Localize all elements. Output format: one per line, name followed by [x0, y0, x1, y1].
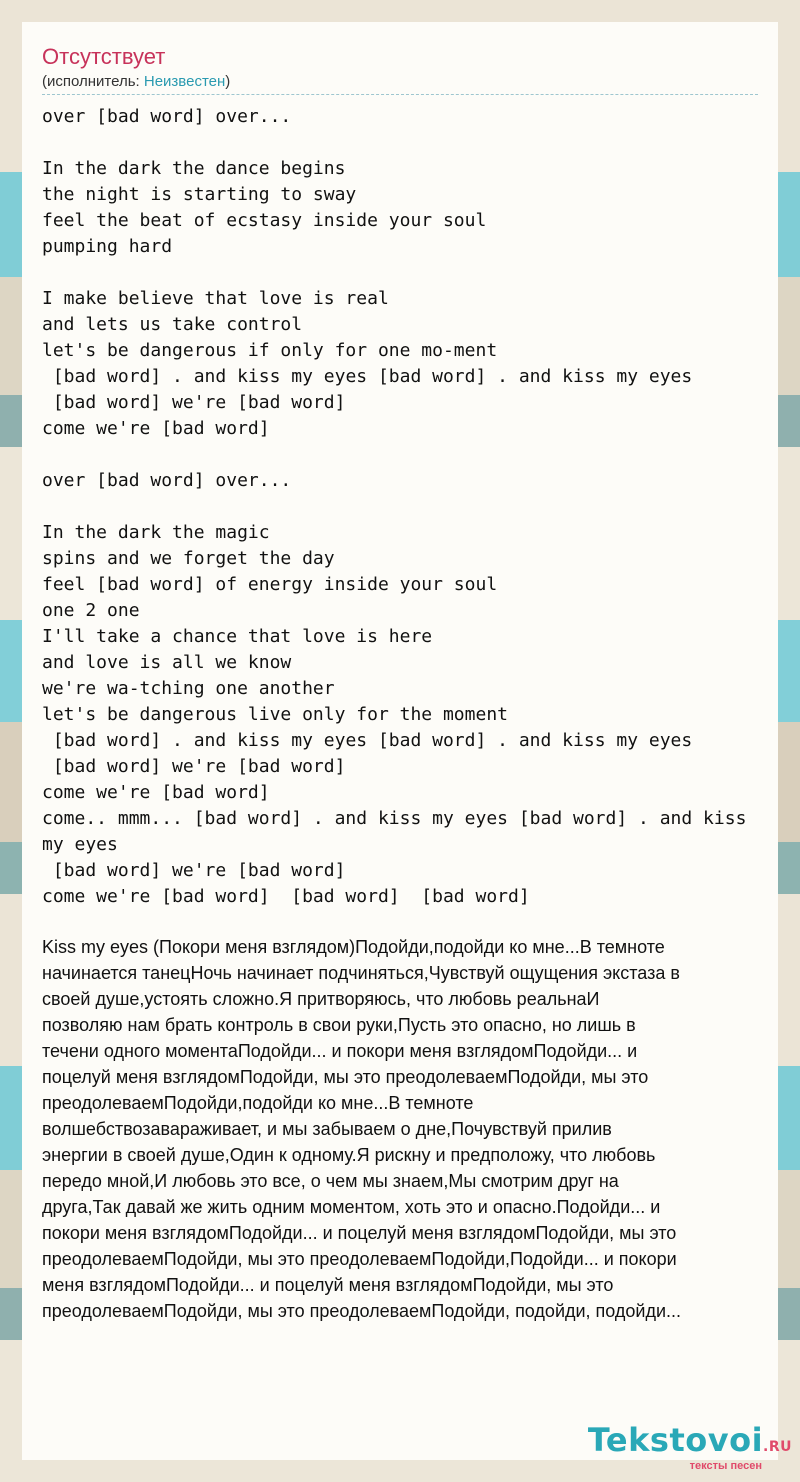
logo-wordmark [588, 1423, 792, 1464]
logo-tld: .RU [763, 1439, 792, 1455]
lyrics-text: over [bad word] over... In the dark the dance begins the night is starting to sway feel the beat of ecstasy inside your soul pumping hard I make believe that love is real and lets us take control let's be dangerous if only for one mo-ment [bad word] . and kiss my eyes [bad word] . and kiss my eyes [bad word] we're [bad word] come we're [bad word] over [bad word] over... In the dark the magic spins and we forget the day feel [bad word] of energy inside your soul one 2 one I'll take a chance that love is here and love is all we know we're wa-tching one another let's be dangerous live only for the moment [bad word] . and kiss my eyes [bad word] . and kiss my eyes [bad word] we're [bad word] come we're [bad word] come.. mmm... [bad word] . and kiss my eyes [bad word] . and kiss my eyes [bad word] we're [bad word] come we're [bad word] [bad word] [bad word] [42, 106, 747, 907]
site-logo[interactable] [588, 1423, 792, 1472]
artist-suffix: ) [225, 73, 231, 90]
artist-line [42, 72, 758, 95]
song-title: Отсутствует [42, 44, 166, 69]
artist-prefix: (исполнитель: [42, 73, 144, 90]
logo-subtitle: тексты песен [689, 1460, 762, 1472]
artist-link[interactable]: Неизвестен [143, 73, 226, 90]
logo-main: Tekstovoi [587, 1421, 764, 1459]
lyrics-card [22, 22, 778, 1460]
translation-text: Kiss my eyes (Покори меня взглядом)Подойди,подойди ко мне...В темноте начинается танецНочь начинает подчиняться,Чувствуй ощущения экстаза в своей душе,устоять сложно.Я притворяюсь, что любовь реальнаИ позволяю нам брать контроль в свои руки,Пусть это опасно, но лишь в течени одного моментаПодойди... и покори меня взглядомПодойди... и поцелуй меня взглядомПодойди, мы это преодолеваемПодойди, мы это преодолеваемПодойди,подойди ко мне...В темноте волшебствозавараживает, и мы забываем о дне,Почувствуй прилив энергии в своей душе,Один к одному.Я рискну и предположу, что любовь передо мной,И любовь это все, о чем мы знаем,Мы смотрим друг на друга,Так давай же жить одним моментом, хоть это и опасно.Подойди... и покори меня взглядомПодойди... и поцелуй меня взглядомПодойди, мы это преодолеваемПодойди, мы это преодолеваемПодойди,Подойди... и покори меня взглядомПодойди... и поцелуй меня взглядомПодойди, мы это преодолеваемПодойди, мы это преодолеваемПодойди, подойди, подойди... [42, 937, 682, 1321]
